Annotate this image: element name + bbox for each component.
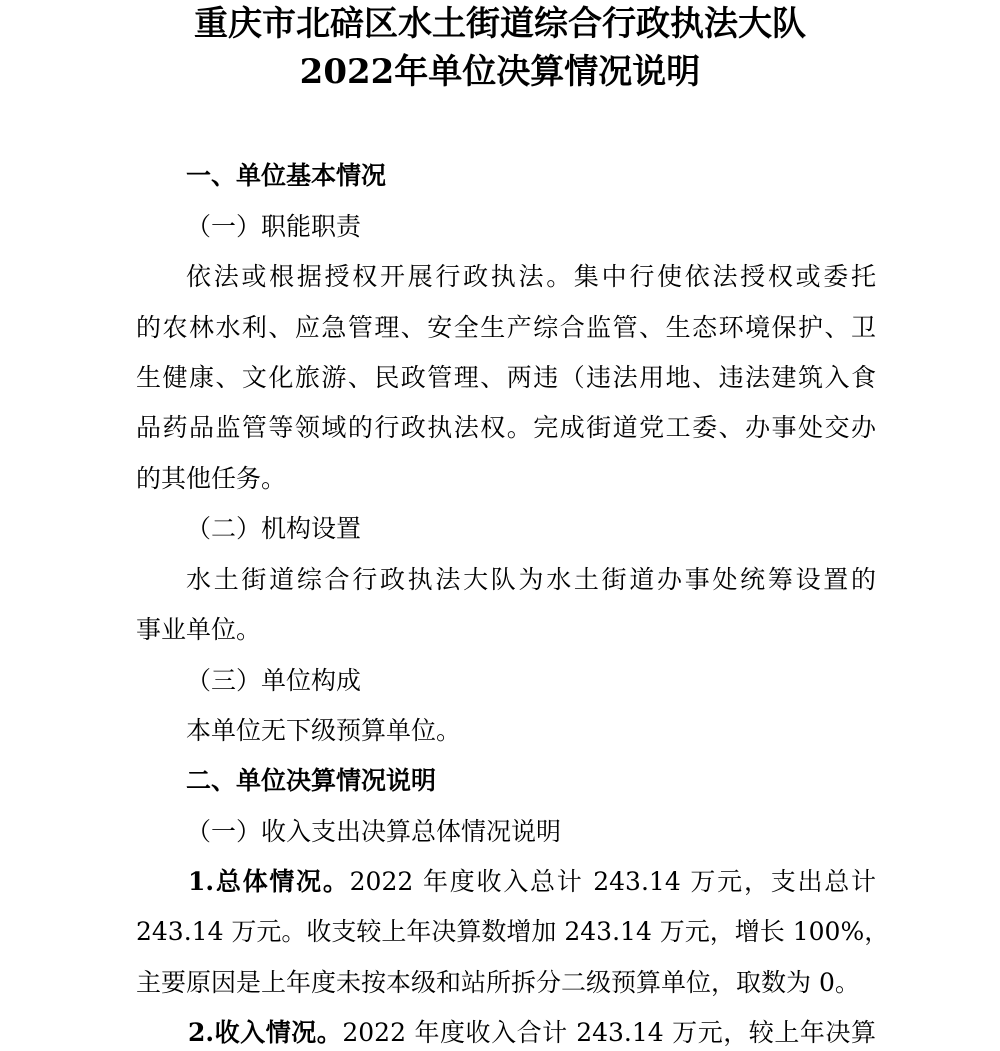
paragraph-organization-line-1: 水土街道综合行政执法大队为水土街道办事处统筹设置的 xyxy=(186,565,876,594)
subheading-income-expenditure-overview: （一）收入支出决算总体情况说明 xyxy=(186,817,562,846)
document-title-line-1: 重庆市北碚区水土街道综合行政执法大队 xyxy=(194,4,806,44)
paragraph-composition: 本单位无下级预算单位。 xyxy=(186,716,462,745)
section-heading-basic-info: 一、单位基本情况 xyxy=(186,161,387,190)
item-overall-label: 1.总体情况。 xyxy=(188,867,350,896)
item-income-label: 2.收入情况。 xyxy=(188,1018,343,1047)
subheading-organization: （二）机构设置 xyxy=(186,514,362,543)
paragraph-functions-line-5: 的其他任务。 xyxy=(136,464,287,493)
item-income-text: 2022 年度收入合计 243.14 万元，较上年决算 xyxy=(342,1018,876,1047)
paragraph-income-line-1 xyxy=(188,1017,876,1049)
paragraph-overall-line-3: 主要原因是上年度未按本级和站所拆分二级预算单位，取数为 0。 xyxy=(136,968,860,997)
subheading-functions: （一）职能职责 xyxy=(186,212,362,241)
paragraph-functions-line-3: 生健康、文化旅游、民政管理、两违（违法用地、违法建筑入食 xyxy=(136,363,876,392)
paragraph-functions-line-2: 的农林水利、应急管理、安全生产综合监管、生态环境保护、卫 xyxy=(136,313,876,342)
section-heading-final-accounts: 二、单位决算情况说明 xyxy=(186,766,437,795)
paragraph-functions-line-1: 依法或根据授权开展行政执法。集中行使依法授权或委托 xyxy=(186,262,876,291)
item-overall-text: 2022 年度收入总计 243.14 万元，支出总计 xyxy=(349,867,876,896)
paragraph-overall-line-1 xyxy=(188,866,876,898)
paragraph-functions-line-4: 品药品监管等领域的行政执法权。完成街道党工委、办事处交办 xyxy=(136,413,876,442)
subheading-composition: （三）单位构成 xyxy=(186,666,362,695)
paragraph-organization-line-2: 事业单位。 xyxy=(136,615,262,644)
document-title-line-2: 2022年单位决算情况说明 xyxy=(299,52,701,92)
paragraph-overall-line-2: 243.14 万元。收支较上年决算数增加 243.14 万元，增长 100%， xyxy=(136,917,890,946)
